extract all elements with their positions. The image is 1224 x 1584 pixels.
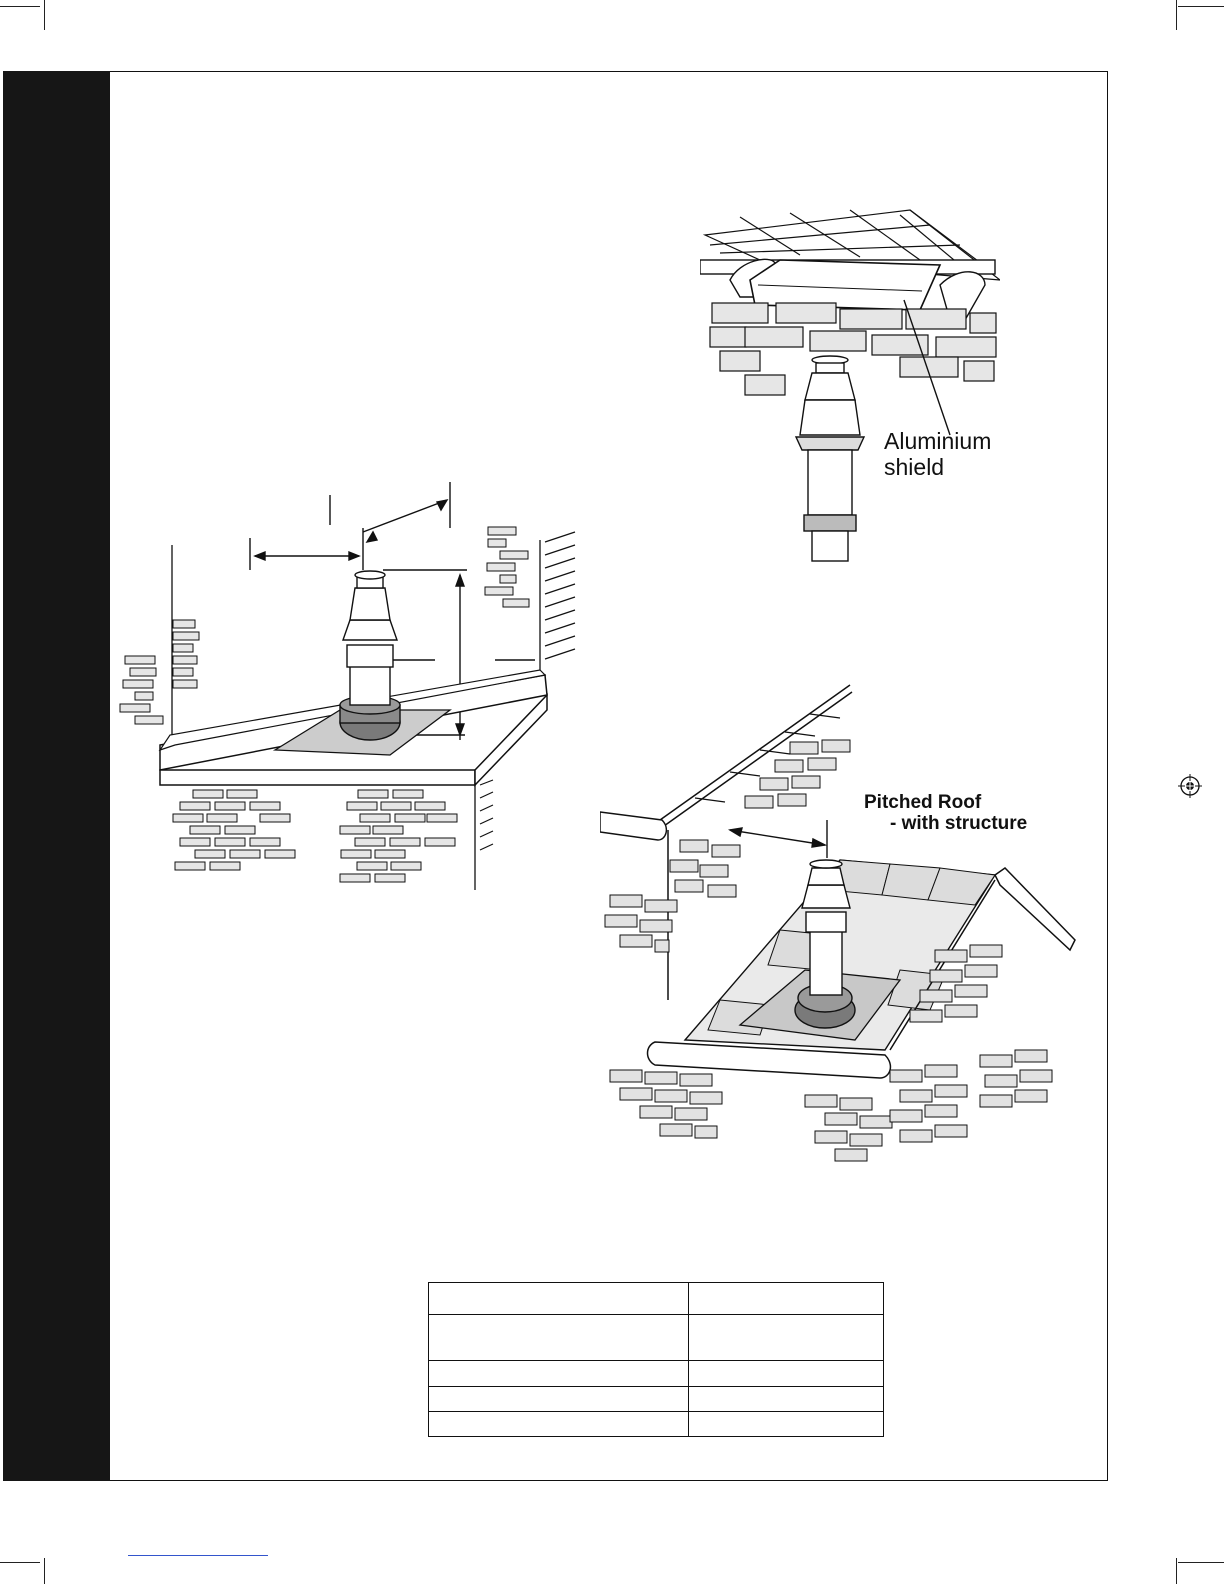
pitched-roof-title: Pitched Roof (864, 792, 982, 813)
specification-table (428, 1282, 884, 1437)
section-tab (3, 71, 110, 1481)
table-cell (689, 1315, 884, 1361)
flat-roof-flue-illustration (115, 480, 595, 900)
pitched-roof-subtitle: - with structure (890, 813, 1028, 834)
footer-rule (128, 1555, 268, 1556)
eaves-flue-shield-illustration (700, 205, 1000, 565)
table-cell (689, 1412, 884, 1437)
table-cell (429, 1315, 689, 1361)
table-row (429, 1412, 884, 1437)
crop-mark (44, 1558, 45, 1584)
callout-line-1: Aluminium (884, 428, 992, 454)
table-cell (689, 1387, 884, 1412)
crop-mark (0, 1562, 40, 1563)
registration-mark-icon (1178, 774, 1202, 798)
callout-line-2: shield (884, 454, 945, 480)
pitched-roof-flue-illustration (600, 680, 1080, 1170)
crop-mark (1178, 1562, 1224, 1563)
table-cell (429, 1361, 689, 1387)
crop-mark (1176, 1558, 1177, 1584)
table-row (429, 1361, 884, 1387)
table-row (429, 1283, 884, 1315)
table-row (429, 1387, 884, 1412)
table-cell (689, 1361, 884, 1387)
table-cell (429, 1387, 689, 1412)
table-row (429, 1315, 884, 1361)
crop-mark (0, 6, 40, 7)
table-cell (429, 1283, 689, 1315)
crop-mark (1178, 6, 1224, 7)
table-cell (689, 1283, 884, 1315)
callout-label (884, 428, 991, 480)
table-cell (429, 1412, 689, 1437)
crop-mark (44, 0, 45, 30)
crop-mark (1176, 0, 1177, 30)
